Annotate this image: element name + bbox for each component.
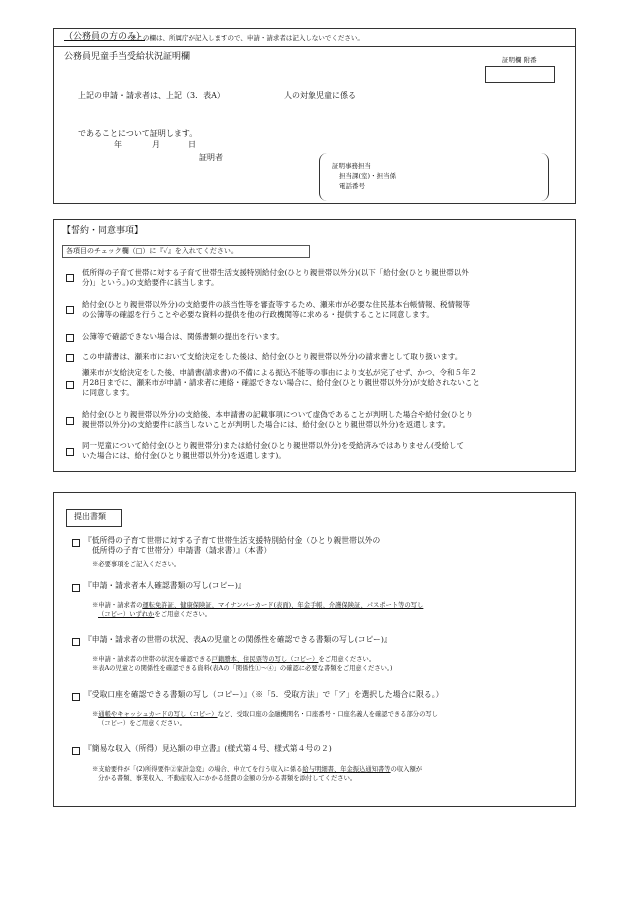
cert-line1-b: 人の対象児童に係る	[284, 91, 356, 100]
doc-note-3: ※申請・請求者の世帯の状況を確認できる戸籍謄本、住民票等の写し（コピー）をご用意ください。 ※表Aの児童との関係性を確認できる資料(表Aの「関係性①～④」の確認に必要な書類をご用意ください。)	[92, 656, 393, 672]
doc-checkbox-5[interactable]	[72, 747, 80, 755]
cert-line1-a: 上記の申請・請求者は、上記（3．表A）	[78, 91, 225, 100]
doc-note-4: ※通帳やキャッシュカードの写し（コピー）など、受取口座の金融機関名・口座番号・口座名義人を確認できる部分の写し （コピー）をご用意ください。	[92, 711, 438, 727]
doc-item-4: 『受取口座を確認できる書類の写し（コピー）』（※「5．受取方法」で「ア」を選択した場合に限る。）	[84, 690, 444, 699]
pledge-instruction: 各項目のチェック欄（□）に『✓』を入れてください。	[62, 245, 310, 258]
pledge-item-2: 給付金(ひとり親世帯以外分)の支給要件の該当性等を審査等するため、瀬来市が必要な住民基本台帳情報、税情報等 の公簿等の確認を行うことや必要な資料の提供を他の行政機関等に求める・提供することに同意します。	[82, 300, 471, 319]
doc-checkbox-3[interactable]	[72, 638, 80, 646]
doc-checkbox-1[interactable]	[72, 539, 80, 547]
doc-item-5: 『簡易な収入（所得）見込額の申立書』(様式第４号、様式第４号の２)	[84, 744, 332, 753]
pledge-checkbox-3[interactable]	[66, 334, 74, 342]
documents-title: 提出書類	[74, 512, 106, 521]
pledge-checkbox-7[interactable]	[66, 448, 74, 456]
pledge-checkbox-1[interactable]	[66, 274, 74, 282]
date-day: 日	[188, 140, 196, 149]
doc-item-3: 『申請・請求者の世帯の状況、表Aの児童との関係性を確認できる書類の写し(コピー)』	[84, 635, 392, 644]
pledge-item-6: 給付金(ひとり親世帯以外分)の支給後、本申請書の記載事項について虚偽であることが判明した場合や給付金(ひとり 親世帯以外分)の支給要件に該当しないことが判明した場合には、給付金(ひとり親世帯以外分)を返還します。	[82, 410, 474, 429]
documents-section	[53, 492, 576, 807]
official-note: ※この欄は、所属庁が記入しますので、申請・請求者は記入しないでください。	[130, 34, 364, 42]
doc-item-2: 『申請・請求者本人確認書類の写し(コピー)』	[84, 581, 246, 590]
certification-header	[54, 29, 575, 47]
cert-number-label: 証明欄 附番	[502, 56, 537, 64]
staff-label: 証明事務担当	[332, 162, 371, 170]
pledge-item-3: 公簿等で確認できない場合は、関係書類の提出を行います。	[82, 332, 284, 341]
pledge-heading: 【誓約・同意事項】	[62, 226, 144, 236]
pledge-checkbox-4[interactable]	[66, 354, 74, 362]
cert-line2: であることについて証明します。	[78, 129, 198, 138]
pledge-item-7: 同一児童について給付金(ひとり親世帯分)または給付金(ひとり親世帯以外分)を受給済みではありません(受給して いた場合には、給付金(ひとり親世帯以外分)を返還します)。	[82, 441, 464, 460]
staff-phone: 電話番号	[339, 182, 365, 190]
pledge-checkbox-5[interactable]	[66, 381, 74, 389]
certification-title: 公務員児童手当受給状況証明欄	[64, 52, 191, 62]
pledge-checkbox-6[interactable]	[66, 417, 74, 425]
date-year: 年	[114, 140, 122, 149]
certifier-label: 証明者	[199, 153, 223, 162]
official-only-label: （公務員の方のみ）	[64, 32, 146, 42]
doc-note-2: ※申請・請求者の運転免許証、健康保険証、マイナンバーカード(表面)、年金手帳、介護保険証、パスポート等の写し （コピー）いずれかをご用意ください。	[92, 602, 424, 618]
doc-note-5: ※支給要件が「(2)所得要件②家計急変」の場合、申立てを行う収入に係る給与明細書、年金振込通知書等の収入額が 分かる書類、事業収入、不動産収入にかかる経費の金額の分かる書類を添付してください。	[92, 766, 423, 782]
doc-checkbox-2[interactable]	[72, 584, 80, 592]
cert-number-field[interactable]	[485, 66, 555, 83]
pledge-section	[53, 219, 576, 472]
doc-note-1: ※必要事項をご記入ください。	[92, 561, 181, 568]
doc-item-1: 『低所得の子育て世帯に対する子育て世帯生活支援特別給付金（ひとり親世帯以外の 低所得の子育て世帯分）申請書（請求書）』（本書）	[84, 536, 381, 556]
pledge-item-1: 低所得の子育て世帯に対する子育て世帯生活支援特別給付金(ひとり親世帯以外分)(以下「給付金(ひとり親世帯以外 分)」という。)の支給要件に該当します。	[82, 268, 469, 287]
date-month: 月	[152, 140, 160, 149]
certification-section	[53, 28, 576, 204]
pledge-checkbox-2[interactable]	[66, 306, 74, 314]
pledge-item-4: この申請書は、瀬来市において支給決定をした後は、給付金(ひとり親世帯以外分)の請求書として取り扱います。	[82, 352, 463, 361]
doc-checkbox-4[interactable]	[72, 693, 80, 701]
pledge-item-5: 瀬来市が支給決定をした後、申請書(請求書)の不備による振込不能等の事由により支払が完了せず、かつ、令和５年２ 月28日までに、瀬来市が申請・請求者に連絡・確認できない場合に、給付金(ひとり親世帯以外分)が支給されないこと に同意します。	[82, 368, 480, 397]
staff-dept: 担当課(室)・担当係	[339, 172, 397, 180]
